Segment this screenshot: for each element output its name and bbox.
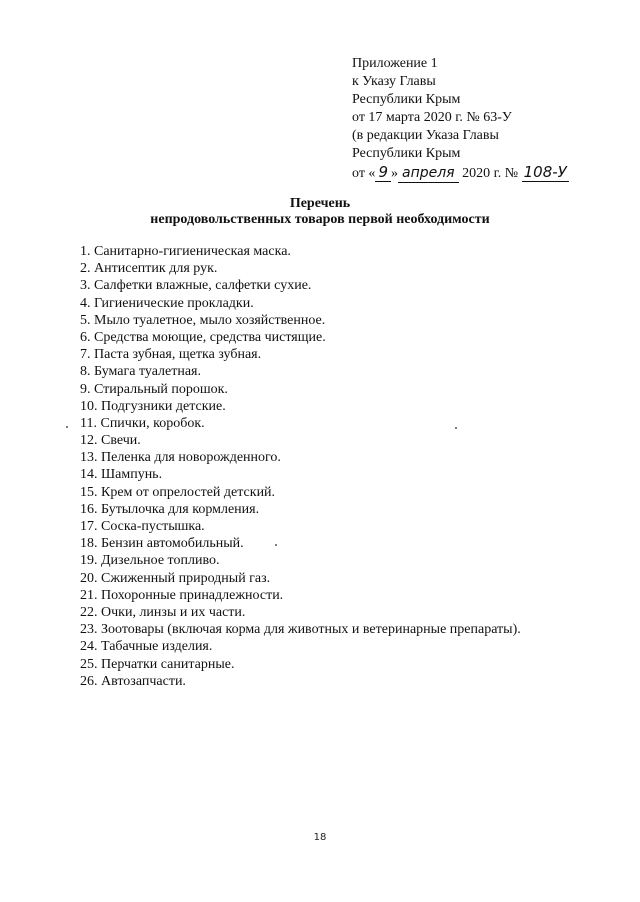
list-item: 10. Подгузники детские.: [80, 398, 226, 414]
appendix-line: Республики Крым: [352, 146, 461, 161]
page-number: 18: [313, 832, 327, 843]
document-title: Перечень: [289, 196, 351, 211]
appendix-line: к Указу Главы: [352, 74, 436, 89]
scan-speck: [455, 427, 457, 429]
list-item: 2. Антисептик для рук.: [80, 261, 218, 277]
appendix-line: от 17 марта 2020 г. № 63-У: [352, 110, 512, 125]
list-item: 22. Очки, линзы и их части.: [80, 604, 246, 620]
list-item: 23. Зоотовары (включая корма для животных и ветеринарные препараты).: [80, 622, 521, 638]
handwritten-day: 9: [375, 163, 391, 182]
list-item: 21. Похоронные принадлежности.: [80, 587, 284, 603]
appendix-line: Республики Крым: [352, 92, 461, 107]
list-item: 1. Санитарно-гигиеническая маска.: [80, 244, 291, 259]
list-item: 9. Стиральный порошок.: [80, 381, 228, 397]
appendix-date-line: [352, 163, 622, 181]
list-item: 19. Дизельное топливо.: [80, 553, 220, 569]
list-item: 25. Перчатки санитарные.: [80, 656, 235, 672]
handwritten-number: 108-У: [523, 163, 567, 181]
list-item: 6. Средства моющие, средства чистящие.: [80, 329, 326, 345]
appendix-line: (в редакции Указа Главы: [352, 128, 499, 143]
scan-speck: [275, 544, 277, 546]
date-mid: »: [390, 166, 398, 181]
scan-speck: [66, 426, 68, 428]
date-suffix: 2020 г. №: [458, 166, 522, 181]
list-item: 13. Пеленка для новорожденного.: [80, 450, 281, 466]
list-item: 16. Бутылочка для кормления.: [80, 501, 260, 517]
appendix-line: Приложение 1: [352, 56, 438, 71]
date-prefix: от «: [352, 166, 376, 181]
list-item: 15. Крем от опрелостей детский.: [80, 484, 276, 500]
list-item: 14. Шампунь.: [80, 467, 163, 483]
list-item: 4. Гигиенические прокладки.: [80, 295, 254, 311]
list-item: 7. Паста зубная, щетка зубная.: [80, 347, 262, 363]
list-item: 3. Салфетки влажные, салфетки сухие.: [80, 278, 312, 294]
goods-list: [80, 243, 600, 690]
document-subtitle: непродовольственных товаров первой необходимости: [150, 212, 490, 227]
list-item: 18. Бензин автомобильный.: [80, 536, 244, 552]
list-item: 11. Спички, коробок.: [80, 415, 205, 431]
list-item: 12. Свечи.: [80, 433, 141, 449]
list-item: 24. Табачные изделия.: [80, 639, 213, 655]
list-item: 20. Сжиженный природный газ.: [80, 570, 271, 586]
handwritten-month: апреля: [398, 164, 459, 183]
list-item: 8. Бумага туалетная.: [80, 364, 201, 380]
list-item: 17. Соска-пустышка.: [80, 519, 205, 534]
list-item: 26. Автозапчасти.: [80, 673, 186, 689]
list-item: 5. Мыло туалетное, мыло хозяйственное.: [80, 312, 326, 328]
appendix-header: [352, 55, 622, 181]
